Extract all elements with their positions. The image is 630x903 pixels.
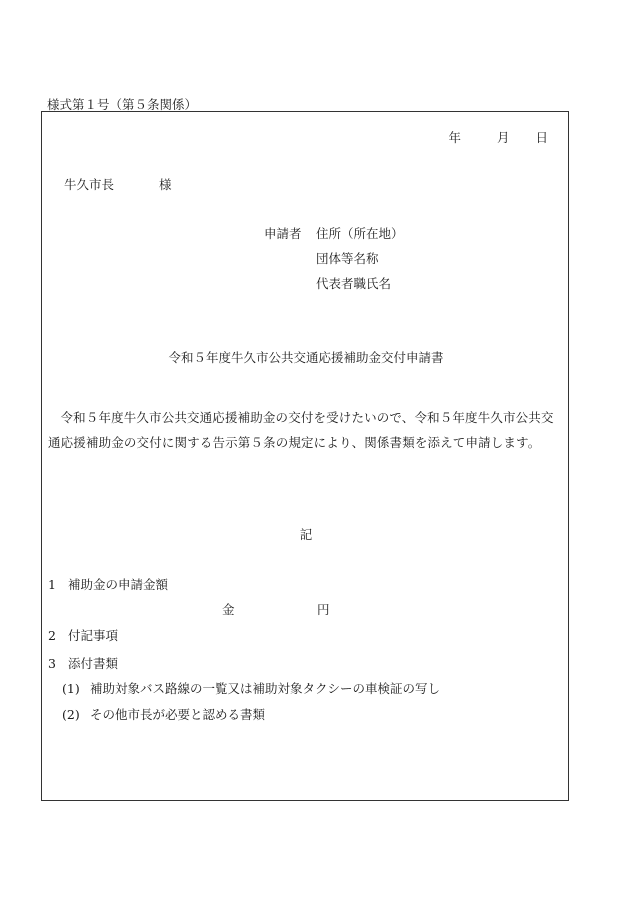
applicant-address-label: 住所（所在地） xyxy=(316,226,404,241)
addressee-honorific: 様 xyxy=(159,177,172,192)
attachment-item-2 xyxy=(62,709,265,722)
attachment-text: 補助対象バス路線の一覧又は補助対象タクシーの車検証の写し xyxy=(90,681,441,696)
addressee xyxy=(64,179,172,192)
form-number-label: 様式第１号（第５条関係） xyxy=(47,97,198,112)
application-body-text: 令和５年度牛久市公共交通応援補助金の交付を受けたいので、令和５年度牛久市公共交通応援補助金の交付に関する告示第５条の規定により、関係書類を添えて申請します。 xyxy=(48,410,554,450)
item-number: 1 xyxy=(48,577,56,592)
item-text: 添付書類 xyxy=(68,656,119,671)
attachment-item-1 xyxy=(62,683,440,696)
applicant-label: 申請者 xyxy=(264,226,302,241)
item-text: 付記事項 xyxy=(68,628,119,643)
attachment-number: (2) xyxy=(62,707,80,722)
item-attachments xyxy=(48,658,118,671)
date-month: 月 xyxy=(496,130,510,145)
item-text: 補助金の申請金額 xyxy=(68,577,169,592)
addressee-name: 牛久市長 xyxy=(64,177,115,192)
applicant-representative-label: 代表者職氏名 xyxy=(316,276,392,291)
item-application-amount xyxy=(48,579,168,592)
date-day: 日 xyxy=(535,130,548,145)
item-number: 3 xyxy=(48,656,56,671)
item-number: 2 xyxy=(48,628,56,643)
document-title: 令和５年度牛久市公共交通応援補助金交付申請書 xyxy=(168,350,444,365)
ki-heading: 記 xyxy=(299,527,313,542)
date-year: 年 xyxy=(448,130,461,145)
attachment-text: その他市長が必要と認める書類 xyxy=(90,707,266,722)
amount-en: 円 xyxy=(317,602,330,617)
amount-kin: 金 xyxy=(222,602,235,617)
attachment-number: (1) xyxy=(62,681,80,696)
applicant-organization-label: 団体等名称 xyxy=(316,251,379,266)
date-line xyxy=(448,128,548,146)
item-notes xyxy=(48,630,118,643)
application-form-frame xyxy=(41,111,569,801)
